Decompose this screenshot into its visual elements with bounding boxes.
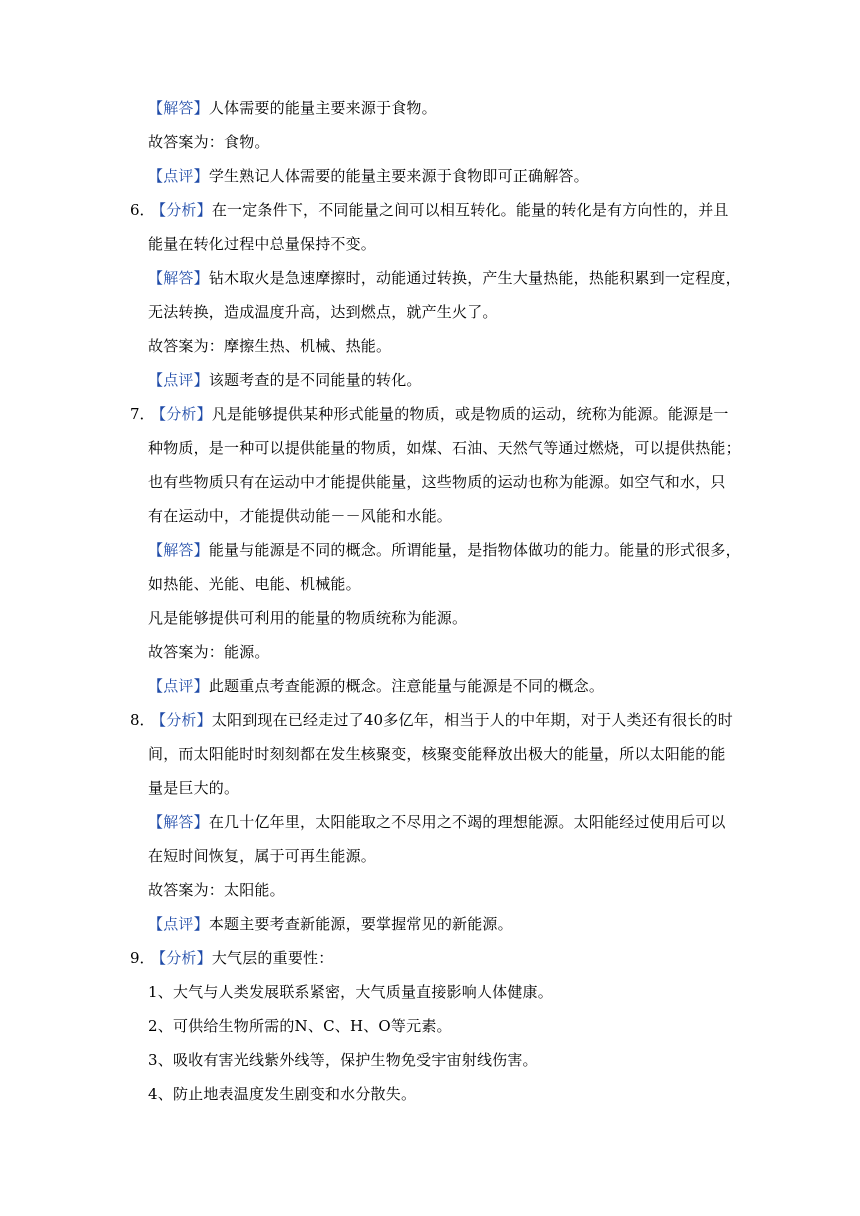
line-text xyxy=(148,365,422,395)
text-line xyxy=(0,297,860,327)
line-body: 人体需要的能量主要来源于食物。 xyxy=(208,99,437,117)
text-line xyxy=(0,705,860,735)
line-text xyxy=(148,603,467,633)
text-line xyxy=(0,535,860,565)
line-body: 学生熟记人体需要的能量主要来源于食物即可正确解答。 xyxy=(208,167,589,185)
text-line xyxy=(0,229,860,259)
text-line xyxy=(0,1079,860,1109)
section-tag: 【点评】 xyxy=(148,915,209,933)
line-body: 能量在转化过程中总量保持不变。 xyxy=(148,235,377,253)
line-text xyxy=(148,229,376,259)
line-text xyxy=(148,977,553,1007)
line-text xyxy=(151,399,729,429)
line-text xyxy=(148,671,604,701)
text-line xyxy=(0,127,860,157)
line-body: 3、吸收有害光线紫外线等，保护生物免受宇宙射线伤害。 xyxy=(148,1051,538,1069)
section-tag: 【分析】 xyxy=(151,405,212,423)
line-text xyxy=(148,263,741,293)
line-body: 如热能、光能、电能、机械能。 xyxy=(148,575,361,593)
text-line xyxy=(0,467,860,497)
line-body: 种物质，是一种可以提供能量的物质，如煤、石油、天然气等通过燃烧，可以提供热能； xyxy=(148,439,741,457)
text-line xyxy=(0,773,860,803)
text-line xyxy=(0,943,860,973)
line-text xyxy=(148,433,741,463)
text-line xyxy=(0,739,860,769)
question-number: 7． xyxy=(130,405,155,423)
line-body: 故答案为：食物。 xyxy=(148,133,270,151)
line-text xyxy=(148,569,361,599)
text-line xyxy=(0,365,860,395)
line-text xyxy=(148,1011,452,1041)
line-body: 间，而太阳能时时刻刻都在发生核聚变，核聚变能释放出极大的能量，所以太阳能的能 xyxy=(148,745,726,763)
text-line xyxy=(0,161,860,191)
line-body: 该题考查的是不同能量的转化。 xyxy=(208,371,422,389)
line-body: 1、大气与人类发展联系紧密，大气质量直接影响人体健康。 xyxy=(148,983,553,1001)
section-tag: 【解答】 xyxy=(148,269,209,287)
text-line xyxy=(0,195,860,225)
text-line xyxy=(0,909,860,939)
line-text xyxy=(148,535,741,565)
line-body: 故答案为：摩擦生热、机械、热能。 xyxy=(148,337,392,355)
text-line xyxy=(0,399,860,429)
line-body: 2、可供给生物所需的N、C、H、O等元素。 xyxy=(148,1017,452,1035)
line-text xyxy=(148,127,270,157)
question-number: 6． xyxy=(130,201,155,219)
text-line xyxy=(0,603,860,633)
line-body: 无法转换，造成温度升高，达到燃点，就产生火了。 xyxy=(148,303,498,321)
line-body: 太阳到现在已经走过了40多亿年，相当于人的中年期，对于人类还有很长的时 xyxy=(211,711,733,729)
section-tag: 【分析】 xyxy=(151,201,212,219)
line-body: 凡是能够提供可利用的能量的物质统称为能源。 xyxy=(148,609,468,627)
section-tag: 【解答】 xyxy=(148,541,209,559)
section-tag: 【点评】 xyxy=(148,371,209,389)
text-line xyxy=(0,569,860,599)
line-text xyxy=(148,841,376,871)
line-body: 本题主要考查新能源，要掌握常见的新能源。 xyxy=(208,915,513,933)
text-line xyxy=(0,671,860,701)
line-text xyxy=(148,467,726,497)
line-body: 故答案为：能源。 xyxy=(148,643,270,661)
line-body: 凡是能够提供某种形式能量的物质，或是物质的运动，统称为能源。能源是一 xyxy=(211,405,729,423)
line-text xyxy=(148,909,513,939)
text-line xyxy=(0,637,860,667)
line-text xyxy=(148,773,239,803)
section-tag: 【分析】 xyxy=(151,711,212,729)
text-line xyxy=(0,807,860,837)
line-body: 在短时间恢复，属于可再生能源。 xyxy=(148,847,377,865)
line-body: 量是巨大的。 xyxy=(148,779,240,797)
text-line xyxy=(0,93,860,123)
line-body: 4、防止地表温度发生剧变和水分散失。 xyxy=(148,1085,417,1103)
section-tag: 【分析】 xyxy=(151,949,212,967)
line-body: 能量与能源是不同的概念。所谓能量，是指物体做功的能力。能量的形式很多， xyxy=(208,541,741,559)
line-text xyxy=(148,161,589,191)
section-tag: 【解答】 xyxy=(148,99,209,117)
line-text xyxy=(148,501,452,531)
section-tag: 【点评】 xyxy=(148,167,209,185)
question-number: 9． xyxy=(130,949,155,967)
text-line xyxy=(0,263,860,293)
text-line xyxy=(0,875,860,905)
line-body: 大气层的重要性： xyxy=(211,949,334,967)
line-text xyxy=(148,807,726,837)
text-line xyxy=(0,433,860,463)
line-text xyxy=(148,297,498,327)
line-text xyxy=(148,93,437,123)
line-body: 也有些物质只有在运动中才能提供能量，这些物质的运动也称为能源。如空气和水，只 xyxy=(148,473,726,491)
line-text xyxy=(148,1079,416,1109)
line-body: 此题重点考查能源的概念。注意能量与能源是不同的概念。 xyxy=(208,677,605,695)
text-line xyxy=(0,331,860,361)
line-text xyxy=(151,195,729,225)
line-body: 在几十亿年里，太阳能取之不尽用之不竭的理想能源。太阳能经过使用后可以 xyxy=(208,813,726,831)
line-text xyxy=(151,705,733,735)
text-line xyxy=(0,841,860,871)
question-number: 8． xyxy=(130,711,155,729)
line-text xyxy=(148,739,726,769)
text-line xyxy=(0,1011,860,1041)
line-body: 故答案为：太阳能。 xyxy=(148,881,285,899)
line-text xyxy=(148,331,391,361)
line-text xyxy=(148,637,270,667)
line-text xyxy=(148,1045,538,1075)
line-body: 有在运动中，才能提供动能－－风能和水能。 xyxy=(148,507,453,525)
line-text xyxy=(151,943,333,973)
line-body: 在一定条件下，不同能量之间可以相互转化。能量的转化是有方向性的，并且 xyxy=(211,201,729,219)
text-line xyxy=(0,977,860,1007)
section-tag: 【解答】 xyxy=(148,813,209,831)
text-line xyxy=(0,1045,860,1075)
line-text xyxy=(148,875,285,905)
section-tag: 【点评】 xyxy=(148,677,209,695)
text-line xyxy=(0,501,860,531)
line-body: 钻木取火是急速摩擦时，动能通过转换，产生大量热能，热能积累到一定程度， xyxy=(208,269,741,287)
